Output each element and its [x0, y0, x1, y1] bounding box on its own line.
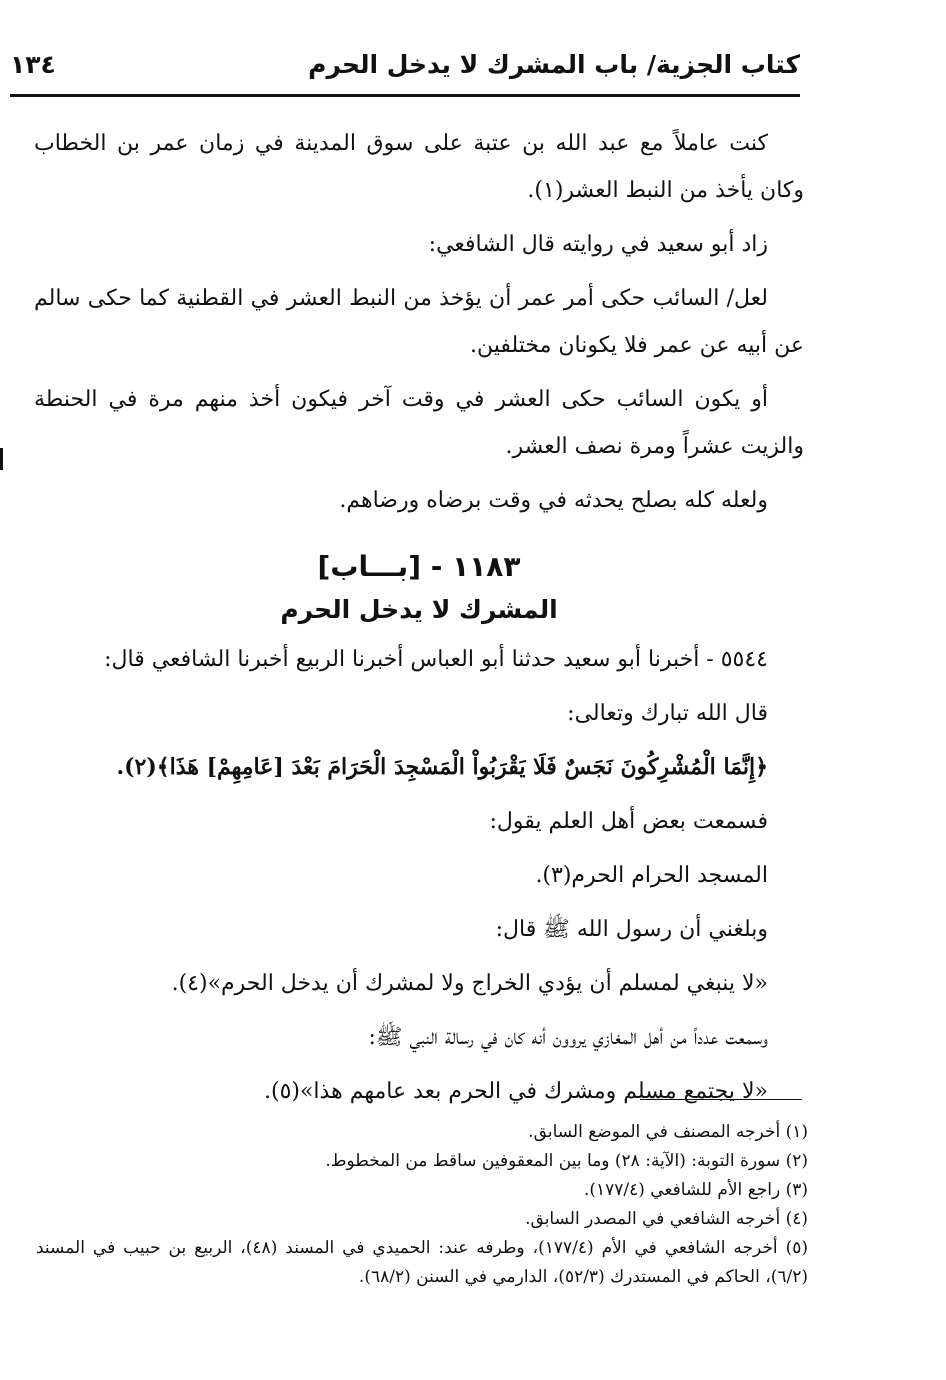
footnote: (٣) راجع الأم للشافعي (١٧٧/٤). — [583, 1180, 808, 1200]
scan-edge-mark — [0, 448, 3, 470]
paragraph: ولعله كله بصلح يحدثه في وقت برضاه ورضاهم. — [339, 488, 768, 513]
page-number: ١٣٤ — [10, 50, 56, 79]
footnote: (١) أخرجه المصنف في الموضع السابق. — [528, 1122, 808, 1142]
section-heading: ١١٨٣ - [بـــاب] — [317, 550, 521, 583]
hadith-quote: «لا يجتمع مسلم ومشرك في الحرم بعد عامهم هذا»(٥). — [263, 1079, 768, 1104]
paragraph: فسمعت بعض أهل العلم يقول: — [489, 809, 768, 834]
paragraph: قال الله تبارك وتعالى: — [567, 701, 768, 726]
hadith-isnad: ٥٥٤٤ - أخبرنا أبو سعيد حدثنا أبو العباس أخبرنا الربيع أخبرنا الشافعي قال: — [104, 647, 768, 672]
paragraph: زاد أبو سعيد في روايته قال الشافعي: — [428, 232, 768, 257]
quran-verse: ﴿إِنَّمَا الْمُشْرِكُونَ نَجَسٌ فَلَا يَقْرَبُواْ الْمَسْجِدَ الْحَرَامَ بَعْدَ [عَامِهِمْ] هَذَا﴾(٢). — [116, 754, 768, 780]
main-text — [34, 120, 804, 1122]
paragraph: لعل/ السائب حكى أمر عمر أن يؤخذ من النبط العشر في القطنية كما حكى سالم عن أبيه عن عمر فلا يكونان مختلفين. — [34, 286, 804, 358]
running-header — [10, 50, 800, 90]
footnote: (٤) أخرجه الشافعي في المصدر السابق. — [525, 1209, 808, 1229]
header-divider — [10, 94, 800, 97]
footnote: (٢) سورة التوبة: (الآية: ٢٨) وما بين المعقوفين ساقط من المخطوط. — [325, 1151, 808, 1171]
footnote: (٥) أخرجه الشافعي في الأم (١٧٧/٤)، وطرفه عند: الحميدي في المسند (٤٨)، الربيع بن حبيب في المسند (٦/٢)، الحاكم في المستدرك (٥٢/٣)، الدارمي في السنن (٦٨/٢). — [36, 1238, 808, 1287]
paragraph: أو يكون السائب حكى العشر في وقت آخر فيكون أخذ منهم مرة في الحنطة والزيت عشراً ومرة نصف العشر. — [34, 387, 804, 459]
paragraph: وبلغني أن رسول الله ﷺ قال: — [495, 917, 768, 942]
paragraph: كنت عاملاً مع عبد الله بن عتبة على سوق المدينة في زمان عمر بن الخطاب وكان يأخذ من النبط العشر(١). — [34, 131, 804, 203]
paragraph: المسجد الحرام الحرم(٣). — [535, 863, 768, 888]
footnote-divider — [640, 1099, 802, 1100]
header-title: كتاب الجزية/ باب المشرك لا يدخل الحرم — [308, 50, 800, 79]
footnotes — [36, 1118, 808, 1292]
paragraph: وسمعت عدداً من أهل المغازي يروون أنه كان في رسالة النبي ﷺ: — [368, 1025, 768, 1050]
hadith-quote: «لا ينبغي لمسلم أن يؤدي الخراج ولا لمشرك أن يدخل الحرم»(٤). — [171, 971, 768, 996]
section-subheading: المشرك لا يدخل الحرم — [280, 595, 558, 624]
